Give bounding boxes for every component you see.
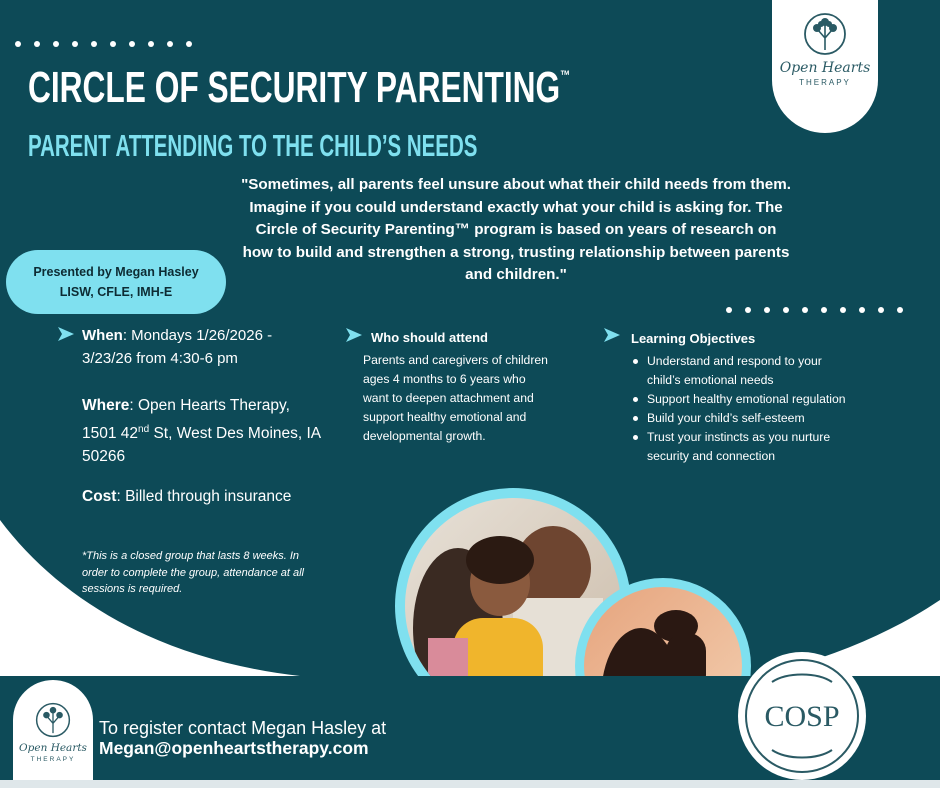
page-subtitle: PARENT ATTENDING TO THE CHILD’S NEEDS [28,128,478,163]
presenter-badge [6,250,226,314]
arrow-icon [346,328,362,342]
objective-item: Trust your instincts as you nurture security and connection [631,428,846,466]
register-text: To register contact Megan Hasley at [99,718,387,738]
arrow-icon [604,328,620,342]
intro-quote: "Sometimes, all parents feel unsure about what their child needs from them. Imagine if you could understand exactly what your child is asking for. The Circle of Security Parenting™ program is based on years of research on how to build and strengthen a strong, trusting relationship between parents and children." [241,176,791,284]
where-label: Where [82,397,130,414]
cost-label: Cost [82,488,117,505]
where-value: : Open Hearts Therapy, 1501 42 [82,397,290,442]
when-info [82,324,322,370]
decorative-dots-right [726,307,903,313]
trademark-symbol: ™ [560,67,571,83]
when-value: : Mondays 1/26/2026 - 3/23/26 from 4:30-6 pm [82,327,273,367]
cost-value: : Billed through insurance [116,488,292,505]
objective-item: Build your child’s self-esteem [631,409,846,428]
tree-heart-icon [35,702,71,738]
tree-heart-icon [803,12,847,56]
decorative-dots-top [15,41,192,47]
objective-item: Understand and respond to your child’s emotional needs [631,352,846,390]
cosp-logo-text: COSP [764,700,840,733]
logo-sub: THERAPY [799,78,851,87]
logo-name: Open Hearts [779,60,871,76]
register-info [99,718,386,758]
arrow-icon [58,327,74,341]
where-value-2: St, West Des Moines, IA 50266 [82,424,321,466]
logo-badge-bottom [13,680,93,788]
attend-body: Parents and caregivers of children ages 4 months to 6 years who want to deepen attachment and support healthy emotional and developmental growth. [363,353,548,443]
cost-info [82,485,322,509]
bottom-strip [0,780,940,788]
logo-name: Open Hearts [19,742,87,754]
group-note: *This is a closed group that lasts 8 weeks. In order to complete the group, attendance at all sessions is required. [82,550,304,595]
logo-badge-top [772,0,878,133]
presenter-name: Presented by Megan Hasley [33,265,199,279]
cosp-logo [737,652,867,780]
register-email-link[interactable]: Megan@openheartstherapy.com [99,738,369,758]
presenter-credentials: LISW, CFLE, IMH-E [59,285,173,299]
logo-sub: THERAPY [30,756,76,763]
where-sup: nd [138,423,150,435]
attend-heading: Who should attend [371,330,488,345]
objective-item: Support healthy emotional regulation [631,390,846,409]
page-title: CIRCLE OF SECURITY PARENTING™ [28,63,571,112]
where-info [82,394,322,469]
objectives-heading: Learning Objectives [631,331,756,346]
objectives-list [631,352,846,466]
when-label: When [82,327,123,344]
